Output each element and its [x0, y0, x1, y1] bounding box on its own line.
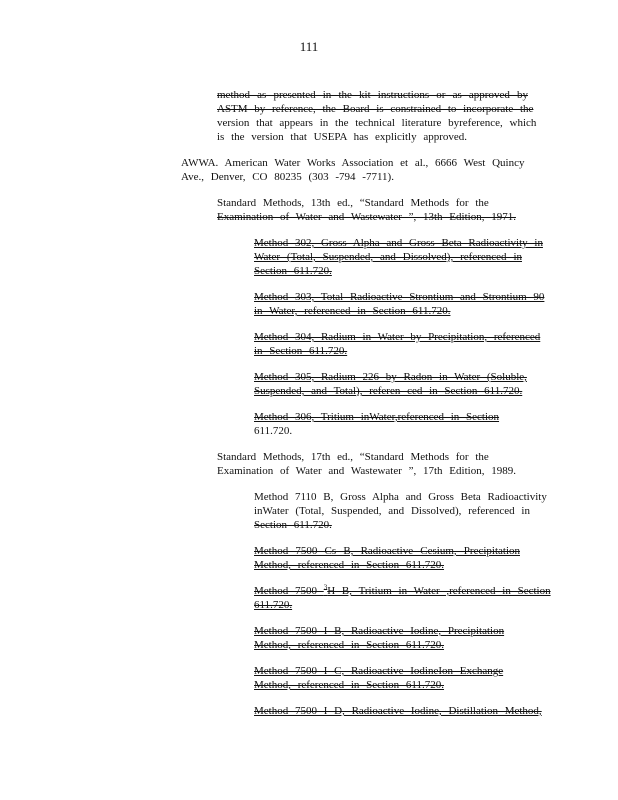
block1-line-4: is the version that USEPA has explicitly approved. [217, 131, 468, 143]
block1-line-3: version that appears in the technical literature byreference, which [217, 117, 537, 129]
method-306-line-1: Method 306, Tritium inWater,referenced in Section [254, 411, 500, 423]
method-7500h-superscript: 3 [323, 583, 328, 592]
method-303-line-1: Method 303, Total Radioactive Strontium and Strontium 90 [254, 291, 545, 303]
method-302-line-3: Section 611.720. [254, 265, 332, 277]
method-7500h-text-b: H B, Tritium in Water ,referenced in Section [327, 585, 551, 597]
method-7500h-text-a: Method 7500 [254, 585, 324, 597]
sm17-line-1: Standard Methods, 17th ed., “Standard Methods for the [217, 451, 489, 463]
method-7500id-line-1: Method 7500 I D, Radioactive Iodine, Distillation Method, [254, 705, 542, 717]
sm13-line-1: Standard Methods, 13th ed., “Standard Methods for the [217, 197, 489, 209]
method-7500cs-line-2: Method, referenced in Section 611.720. [254, 559, 445, 571]
method-7500cs-line-1: Method 7500 Cs B, Radioactive Cesium, Precipitation [254, 545, 520, 557]
method-304-line-2: in Section 611.720. [254, 345, 348, 357]
awwa-line-2: Ave., Denver, CO 80235 (303 -794 -7711). [181, 171, 394, 183]
method-305-line-2: Suspended, and Total), referen ced in Section 611.720. [254, 385, 523, 397]
method-7500ic-line-2: Method, referenced in Section 611.720. [254, 679, 445, 691]
method-303-line-2: in Water, referenced in Section 611.720. [254, 305, 451, 317]
sm17-line-2: Examination of Water and Wastewater ”, 17th Edition, 1989. [217, 465, 516, 477]
method-7500ib-line-2: Method, referenced in Section 611.720. [254, 639, 445, 651]
method-7110b-line-3: Section 611.720. [254, 519, 332, 531]
method-7500h-line-2: 611.720. [254, 599, 293, 611]
method-7500h-line-1 [254, 584, 551, 598]
method-7500ib-line-1: Method 7500 I B, Radioactive Iodine, Precipitation [254, 625, 505, 637]
block1-line-1: method as presented in the kit instructions or as approved by [217, 89, 528, 101]
block1-line-2: ASTM by reference, the Board is constrained to incorporate the [217, 103, 534, 115]
method-305-line-1: Method 305, Radium 226 by Radon in Water (Soluble, [254, 371, 527, 383]
method-7110b-line-1: Method 7110 B, Gross Alpha and Gross Beta Radioactivity [254, 491, 547, 503]
method-7110b-line-2: inWater (Total, Suspended, and Dissolved), referenced in [254, 505, 530, 517]
method-304-line-1: Method 304, Radium in Water by Precipitation, referenced [254, 331, 541, 343]
page-number: 111 [299, 39, 319, 54]
method-306-line-2: 611.720. [254, 425, 293, 437]
method-302-line-2: Water (Total, Suspended, and Dissolved), referenced in [254, 251, 522, 263]
sm13-line-2: Examination of Water and Wastewater ”, 13th Edition, 1971. [217, 211, 516, 223]
method-7500ic-line-1: Method 7500 I C, Radioactive IodineIon Exchange [254, 665, 504, 677]
awwa-line-1: AWWA. American Water Works Association et al., 6666 West Quincy [181, 157, 525, 169]
method-302-line-1: Method 302, Gross Alpha and Gross Beta Radioactivity in [254, 237, 543, 249]
